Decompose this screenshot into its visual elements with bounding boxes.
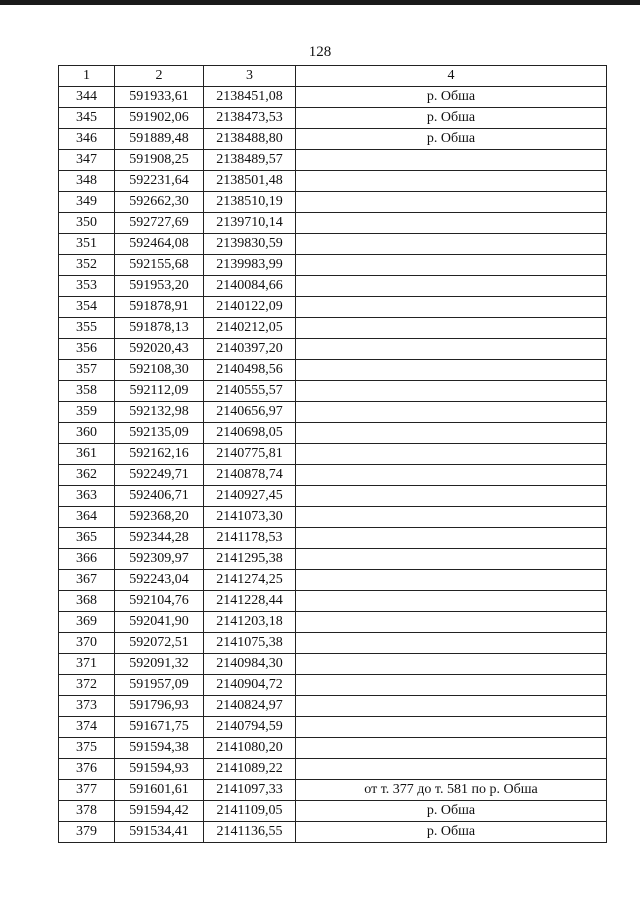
- table-row: [59, 276, 607, 297]
- table-row: [59, 612, 607, 633]
- cell-point-number: 364: [59, 507, 115, 528]
- header-cell-x-coordinate: 2: [115, 66, 204, 87]
- cell-point-number: 348: [59, 171, 115, 192]
- cell-x-coordinate: 592662,30: [115, 192, 204, 213]
- cell-description: [296, 759, 607, 780]
- cell-y-coordinate: 2141274,25: [204, 570, 296, 591]
- cell-description: [296, 150, 607, 171]
- cell-x-coordinate: 591534,41: [115, 822, 204, 843]
- table-row: [59, 150, 607, 171]
- cell-point-number: 373: [59, 696, 115, 717]
- cell-point-number: 367: [59, 570, 115, 591]
- cell-description: р. Обша: [296, 129, 607, 150]
- cell-point-number: 346: [59, 129, 115, 150]
- cell-point-number: 369: [59, 612, 115, 633]
- cell-point-number: 375: [59, 738, 115, 759]
- table-header-row: [59, 66, 607, 87]
- cell-description: [296, 591, 607, 612]
- cell-y-coordinate: 2138451,08: [204, 87, 296, 108]
- cell-x-coordinate: 592344,28: [115, 528, 204, 549]
- table-row: [59, 213, 607, 234]
- cell-point-number: 363: [59, 486, 115, 507]
- cell-x-coordinate: 592072,51: [115, 633, 204, 654]
- cell-x-coordinate: 591902,06: [115, 108, 204, 129]
- cell-x-coordinate: 592041,90: [115, 612, 204, 633]
- cell-point-number: 362: [59, 465, 115, 486]
- cell-y-coordinate: 2140555,57: [204, 381, 296, 402]
- cell-x-coordinate: 591933,61: [115, 87, 204, 108]
- cell-description: [296, 507, 607, 528]
- table-row: [59, 822, 607, 843]
- cell-y-coordinate: 2140397,20: [204, 339, 296, 360]
- cell-description: [296, 549, 607, 570]
- cell-description: [296, 297, 607, 318]
- cell-x-coordinate: 591953,20: [115, 276, 204, 297]
- scan-top-border: [0, 0, 640, 5]
- table-row: [59, 738, 607, 759]
- table-row: [59, 675, 607, 696]
- cell-description: [296, 360, 607, 381]
- cell-point-number: 359: [59, 402, 115, 423]
- cell-description: [296, 234, 607, 255]
- table-row: [59, 654, 607, 675]
- cell-x-coordinate: 591908,25: [115, 150, 204, 171]
- cell-y-coordinate: 2140824,97: [204, 696, 296, 717]
- cell-x-coordinate: 591671,75: [115, 717, 204, 738]
- cell-y-coordinate: 2140656,97: [204, 402, 296, 423]
- table-row: [59, 402, 607, 423]
- cell-point-number: 352: [59, 255, 115, 276]
- cell-x-coordinate: 591878,91: [115, 297, 204, 318]
- cell-point-number: 347: [59, 150, 115, 171]
- page-number: 128: [308, 44, 332, 60]
- cell-x-coordinate: 591594,93: [115, 759, 204, 780]
- cell-point-number: 358: [59, 381, 115, 402]
- cell-description: [296, 717, 607, 738]
- cell-x-coordinate: 591601,61: [115, 780, 204, 801]
- cell-x-coordinate: 591957,09: [115, 675, 204, 696]
- cell-description: [296, 486, 607, 507]
- table-row: [59, 108, 607, 129]
- coordinates-table: [58, 65, 607, 843]
- table-row: [59, 171, 607, 192]
- cell-x-coordinate: 592020,43: [115, 339, 204, 360]
- cell-description: р. Обша: [296, 108, 607, 129]
- cell-point-number: 365: [59, 528, 115, 549]
- cell-point-number: 351: [59, 234, 115, 255]
- cell-description: [296, 318, 607, 339]
- cell-y-coordinate: 2138473,53: [204, 108, 296, 129]
- table-row: [59, 801, 607, 822]
- table-row: [59, 591, 607, 612]
- cell-description: [296, 465, 607, 486]
- cell-description: [296, 738, 607, 759]
- cell-y-coordinate: 2139710,14: [204, 213, 296, 234]
- table-row: [59, 297, 607, 318]
- cell-description: [296, 423, 607, 444]
- cell-description: [296, 339, 607, 360]
- cell-point-number: 376: [59, 759, 115, 780]
- table-row: [59, 339, 607, 360]
- cell-description: [296, 528, 607, 549]
- cell-description: [296, 633, 607, 654]
- cell-y-coordinate: 2138501,48: [204, 171, 296, 192]
- cell-x-coordinate: 592112,09: [115, 381, 204, 402]
- cell-x-coordinate: 592368,20: [115, 507, 204, 528]
- cell-x-coordinate: 592243,04: [115, 570, 204, 591]
- cell-point-number: 345: [59, 108, 115, 129]
- cell-x-coordinate: 592104,76: [115, 591, 204, 612]
- cell-y-coordinate: 2140904,72: [204, 675, 296, 696]
- cell-x-coordinate: 592727,69: [115, 213, 204, 234]
- cell-y-coordinate: 2138488,80: [204, 129, 296, 150]
- cell-y-coordinate: 2139830,59: [204, 234, 296, 255]
- cell-description: р. Обша: [296, 87, 607, 108]
- cell-point-number: 354: [59, 297, 115, 318]
- cell-x-coordinate: 591878,13: [115, 318, 204, 339]
- table-row: [59, 423, 607, 444]
- cell-point-number: 357: [59, 360, 115, 381]
- header-cell-description: 4: [296, 66, 607, 87]
- cell-point-number: 371: [59, 654, 115, 675]
- cell-x-coordinate: 592406,71: [115, 486, 204, 507]
- cell-description: р. Обша: [296, 822, 607, 843]
- cell-description: [296, 444, 607, 465]
- table-row: [59, 570, 607, 591]
- cell-x-coordinate: 592464,08: [115, 234, 204, 255]
- cell-description: [296, 213, 607, 234]
- table-row: [59, 549, 607, 570]
- cell-point-number: 353: [59, 276, 115, 297]
- cell-x-coordinate: 591594,38: [115, 738, 204, 759]
- table-row: [59, 255, 607, 276]
- cell-description: от т. 377 до т. 581 по р. Обша: [296, 780, 607, 801]
- cell-y-coordinate: 2141295,38: [204, 549, 296, 570]
- cell-point-number: 370: [59, 633, 115, 654]
- table-row: [59, 234, 607, 255]
- table-row: [59, 780, 607, 801]
- table-row: [59, 318, 607, 339]
- cell-x-coordinate: 592091,32: [115, 654, 204, 675]
- table-row: [59, 192, 607, 213]
- cell-y-coordinate: 2140698,05: [204, 423, 296, 444]
- cell-point-number: 379: [59, 822, 115, 843]
- cell-y-coordinate: 2140498,56: [204, 360, 296, 381]
- cell-point-number: 349: [59, 192, 115, 213]
- cell-y-coordinate: 2140212,05: [204, 318, 296, 339]
- cell-description: [296, 255, 607, 276]
- table-row: [59, 360, 607, 381]
- cell-description: [296, 171, 607, 192]
- cell-point-number: 372: [59, 675, 115, 696]
- table-row: [59, 633, 607, 654]
- cell-point-number: 355: [59, 318, 115, 339]
- cell-y-coordinate: 2141178,53: [204, 528, 296, 549]
- cell-description: [296, 570, 607, 591]
- table-row: [59, 444, 607, 465]
- cell-x-coordinate: 592108,30: [115, 360, 204, 381]
- header-cell-point-number: 1: [59, 66, 115, 87]
- cell-description: [296, 381, 607, 402]
- cell-y-coordinate: 2139983,99: [204, 255, 296, 276]
- cell-description: [296, 402, 607, 423]
- cell-y-coordinate: 2141228,44: [204, 591, 296, 612]
- cell-point-number: 344: [59, 87, 115, 108]
- cell-y-coordinate: 2140122,09: [204, 297, 296, 318]
- cell-point-number: 368: [59, 591, 115, 612]
- cell-y-coordinate: 2140084,66: [204, 276, 296, 297]
- cell-description: [296, 612, 607, 633]
- cell-y-coordinate: 2140878,74: [204, 465, 296, 486]
- cell-x-coordinate: 592162,16: [115, 444, 204, 465]
- cell-description: [296, 276, 607, 297]
- cell-point-number: 377: [59, 780, 115, 801]
- cell-y-coordinate: 2140927,45: [204, 486, 296, 507]
- table-row: [59, 381, 607, 402]
- cell-x-coordinate: 592309,97: [115, 549, 204, 570]
- cell-point-number: 360: [59, 423, 115, 444]
- table-row: [59, 507, 607, 528]
- cell-x-coordinate: 591796,93: [115, 696, 204, 717]
- cell-description: [296, 192, 607, 213]
- cell-point-number: 378: [59, 801, 115, 822]
- cell-x-coordinate: 592132,98: [115, 402, 204, 423]
- cell-y-coordinate: 2141089,22: [204, 759, 296, 780]
- cell-y-coordinate: 2141109,05: [204, 801, 296, 822]
- cell-y-coordinate: 2141097,33: [204, 780, 296, 801]
- cell-description: [296, 675, 607, 696]
- table-row: [59, 486, 607, 507]
- cell-x-coordinate: 592135,09: [115, 423, 204, 444]
- header-cell-y-coordinate: 3: [204, 66, 296, 87]
- cell-point-number: 361: [59, 444, 115, 465]
- table-row: [59, 717, 607, 738]
- cell-y-coordinate: 2141073,30: [204, 507, 296, 528]
- table-body: [59, 87, 607, 843]
- cell-x-coordinate: 592231,64: [115, 171, 204, 192]
- table-row: [59, 696, 607, 717]
- cell-x-coordinate: 591889,48: [115, 129, 204, 150]
- cell-description: [296, 654, 607, 675]
- cell-y-coordinate: 2138489,57: [204, 150, 296, 171]
- cell-x-coordinate: 592155,68: [115, 255, 204, 276]
- cell-y-coordinate: 2141136,55: [204, 822, 296, 843]
- cell-y-coordinate: 2138510,19: [204, 192, 296, 213]
- cell-y-coordinate: 2141080,20: [204, 738, 296, 759]
- cell-y-coordinate: 2140794,59: [204, 717, 296, 738]
- cell-x-coordinate: 591594,42: [115, 801, 204, 822]
- cell-point-number: 350: [59, 213, 115, 234]
- cell-y-coordinate: 2141203,18: [204, 612, 296, 633]
- cell-point-number: 374: [59, 717, 115, 738]
- cell-point-number: 356: [59, 339, 115, 360]
- cell-y-coordinate: 2141075,38: [204, 633, 296, 654]
- table-row: [59, 129, 607, 150]
- table-row: [59, 465, 607, 486]
- table-row: [59, 759, 607, 780]
- table-row: [59, 528, 607, 549]
- cell-description: р. Обша: [296, 801, 607, 822]
- cell-x-coordinate: 592249,71: [115, 465, 204, 486]
- cell-point-number: 366: [59, 549, 115, 570]
- table-row: [59, 87, 607, 108]
- cell-y-coordinate: 2140984,30: [204, 654, 296, 675]
- cell-description: [296, 696, 607, 717]
- cell-y-coordinate: 2140775,81: [204, 444, 296, 465]
